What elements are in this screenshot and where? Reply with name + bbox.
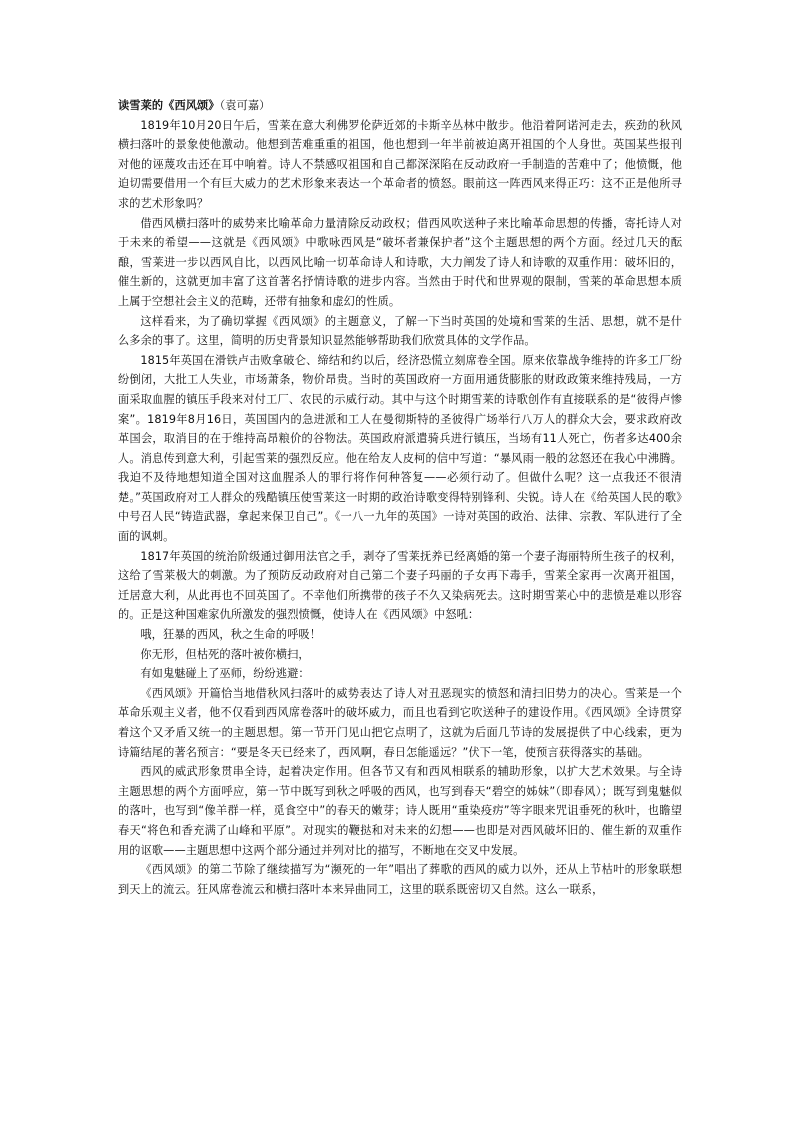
paragraph: 1815年英国在滑铁卢击败拿破仑、缔结和约以后，经济恐慌立刻席卷全国。原来依靠战争维持的许多工厂纷纷倒闭，大批工人失业，市场萧条，物价昂贵。当时的英国政府一方面用通货膨胀的财政政策来维持残局，一方面采取血腥的镇压手段来对付工厂、农民的示威行动。其中与这个时期雪莱的诗歌创作有直接联系的是“彼得卢惨案”。1819年8月16日，英国国内的急进派和工人在曼彻斯特的圣彼得广场举行八万人的群众大会，要求政府改革国会，取消目的在于维持高昂粮价的谷物法。英国政府派遣骑兵进行镇压，当场有11人死亡，伤者多达400余人。消息传到意大利，引起雪莱的强烈反应。他在给友人皮柯的信中写道：“暴风雨一般的忿怒还在我心中沸腾。我迫不及待地想知道全国对这血腥杀人的罪行将作何种答复——必须行动了。但做什么呢？这一点我还不很清楚。”英国政府对工人群众的残酷镇压使雪莱这一时期的政治诗歌变得特别锋利、尖锐。诗人在《给英国人民的歌》中号召人民“铸造武器，拿起来保卫自己”。《一八一九年的英国》一诗对英国的政治、法律、宗教、军队进行了全面的讽刺。 [118, 353, 682, 544]
paragraph: 《西风颂》开篇恰当地借秋风扫落叶的威势表达了诗人对丑恶现实的愤怒和清扫旧势力的决心。雪莱是一个革命乐观主义者，他不仅看到西风席卷落叶的破坏威力，而且也看到它吹送种子的建设作用。《西风颂》全诗贯穿着这个又矛盾又统一的主题思想。第一节开门见山把它点明了，这就为后面几节诗的发展提供了中心线索，更为诗篇结尾的著名预言：“要是冬天已经来了，西风啊，春日怎能遥远？”伏下一笔，使预言获得落实的基础。 [118, 686, 682, 759]
title-text: 读雪莱的《西风颂》 [118, 99, 220, 112]
poem-line: 你无形，但枯死的落叶被你横扫， [140, 647, 310, 661]
paragraph: 西风的威武形象贯串全诗，起着决定作用。但各节又有和西风相联系的辅助形象，以扩大艺术效果。与全诗主题思想的两个方面呼应，第一节中既写到秋之呼吸的西风，也写到春天“碧空的姊妹”（即春风）；既写到鬼魅似的落叶，也写到“像羊群一样，觅食空中”的春天的嫩芽；诗人既用“重染疫疠”等字眼来咒诅垂死的秋叶，也瞻望春天“将色和香充满了山峰和平原”。对现实的鞭挞和对未来的幻想——也即是对西风破坏旧的、催生新的双重作用的讴歌——主题思想中这两个部分通过并列对比的描写，不断地在交叉中发展。 [118, 765, 682, 857]
paragraph: 1817年英国的统治阶级通过御用法官之手，剥夺了雪莱抚养已经离婚的第一个妻子海丽特所生孩子的权利，这给了雪莱极大的刺激。为了预防反动政府对自己第二个妻子玛丽的子女再下毒手，雪莱全家再一次离开祖国，迁居意大利，从此再也不回英国了。不幸他们所携带的孩子不久又染病死去。这时期雪莱心中的悲愤是难以形容的。正是这种国难家仇所激发的强烈愤慨，使诗人在《西风颂》中怒吼： [118, 549, 682, 622]
paragraph: 借西风横扫落叶的威势来比喻革命力量清除反动政权；借西风吹送种子来比喻革命思想的传播，寄托诗人对于未来的希望——这就是《西风颂》中歌咏西风是“破坏者兼保护者”这个主题思想的两个方面。经过几天的酝酿，雪莱进一步以西风自比，以西风比喻一切革命诗人和诗歌，大力阐发了诗人和诗歌的双重作用：破坏旧的，催生新的，这就更加丰富了这首著名抒情诗歌的进步内容。当然由于时代和世界观的限制，雪莱的革命思想本质上属于空想社会主义的范畴，还带有抽象和虚幻的性质。 [118, 216, 682, 308]
paragraph: 1819年10月20日午后，雪莱在意大利佛罗伦萨近郊的卡斯辛丛林中散步。他沿着阿诺河走去，疾劲的秋风横扫落叶的景象使他激动。他想到苦难重重的祖国，他也想到一年半前被迫离开祖国的个人身世。英国某些报刊对他的诬蔑攻击还在耳中响着。诗人不禁感叹祖国和自己都深深陷在反动政府一手制造的苦难中了；他愤慨，他迫切需要借用一个有巨大威力的艺术形象来表达一个革命者的愤怒。眼前这一阵西风来得正巧：这不正是他所寻求的艺术形象吗？ [118, 118, 682, 210]
article [118, 96, 682, 899]
article-title [118, 96, 682, 116]
paragraph: 《西风颂》的第二节除了继续描写为“濒死的一年”唱出了葬歌的西风的威力以外，还从上节枯叶的形象联想到天上的流云。狂风席卷流云和横扫落叶本来异曲同工，这里的联系既密切又自然。这么一联系， [118, 863, 682, 896]
poem-line: 有如鬼魅碰上了巫师，纷纷逃避： [140, 667, 310, 681]
poem-line: 哦，狂暴的西风，秋之生命的呼吸！ [140, 628, 321, 642]
paragraph: 这样看来，为了确切掌握《西风颂》的主题意义，了解一下当时英国的处境和雪莱的生活、思想，就不是什么多余的事了。这里，简明的历史背景知识显然能够帮助我们欣赏具体的文学作品。 [118, 314, 682, 348]
author-name: （袁可嘉） [219, 99, 271, 112]
